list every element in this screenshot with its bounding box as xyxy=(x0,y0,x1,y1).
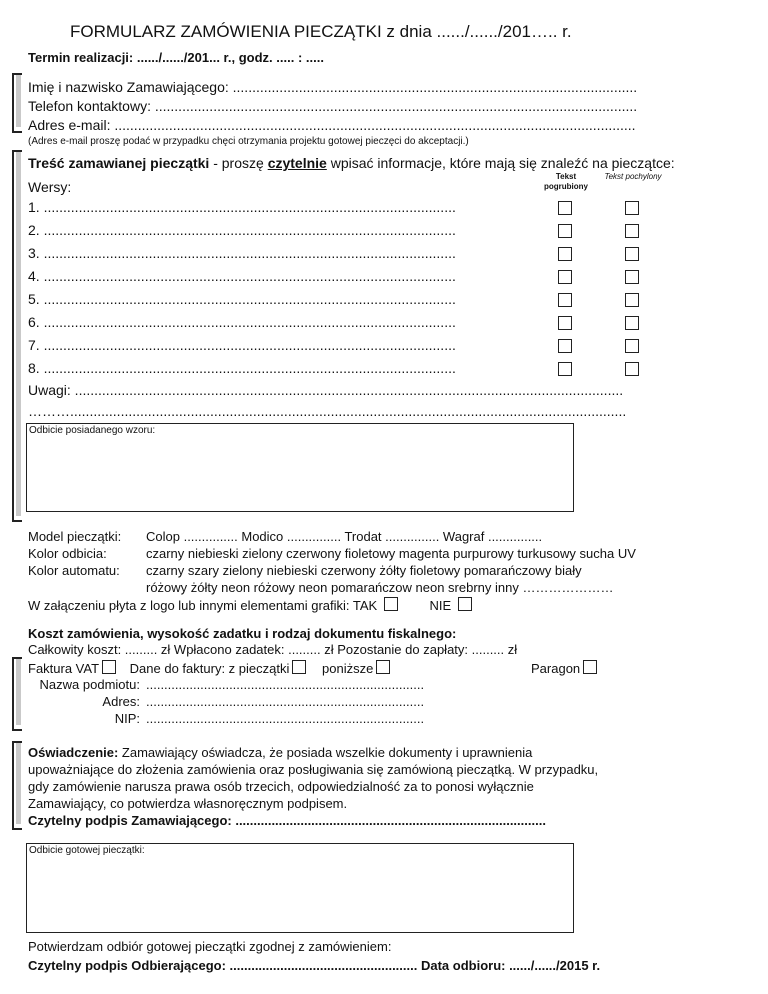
attachment-text: W załączeniu płyta z logo lub innymi elementami grafiki: TAK xyxy=(28,598,378,613)
address-field[interactable]: ............................................................................. xyxy=(146,694,425,709)
content-heading-end: wpisać informacje, które mają się znaleźć na pieczątce: xyxy=(326,155,675,171)
content-line[interactable]: 7. .......................................................................................................... xyxy=(28,337,456,353)
statement-text-2: upoważniające do złożenia zamówienia oraz posługiwania się zamówioną pieczątką. W przypadku, xyxy=(28,762,599,777)
ink-options[interactable]: czarny niebieski zielony czerwony fioletowy magenta purpurowy turkusowy sucha UV xyxy=(146,546,636,561)
invoice-data-label: Dane do faktury: z pieczątki xyxy=(129,661,290,676)
cost-line[interactable]: Całkowity koszt: ......... zł Wpłacono zadatek: ......... zł Pozostanie do zapłaty: ......... zł xyxy=(28,642,518,657)
italic-checkbox[interactable] xyxy=(625,293,639,307)
italic-checkbox[interactable] xyxy=(625,224,639,238)
bold-checkbox[interactable] xyxy=(558,247,572,261)
remarks-field-2[interactable]: ………............................................................................................................................................... xyxy=(28,403,627,419)
ink-label: Kolor odbicia: xyxy=(28,546,107,561)
name-field[interactable]: Imię i nazwisko Zamawiającego: ........................................................................................................ xyxy=(28,79,638,95)
below-checkbox[interactable] xyxy=(376,660,390,674)
bold-checkbox[interactable] xyxy=(558,270,572,284)
entity-field[interactable]: ............................................................................. xyxy=(146,677,425,692)
entity-label: Nazwa podmiotu: xyxy=(39,677,140,692)
body-color-options[interactable]: czarny szary zielony niebieski czerwony żółty fioletowy pomarańczowy biały xyxy=(146,563,582,578)
attach-no-label: NIE xyxy=(429,598,452,613)
receiver-signature-field[interactable]: Czytelny podpis Odbierającego: .................................................... Data odbioru: ....../....../2015 r. xyxy=(28,958,601,973)
lines-label: Wersy: xyxy=(28,179,72,195)
content-line[interactable]: 8. .......................................................................................................... xyxy=(28,360,456,376)
vat-checkbox[interactable] xyxy=(102,660,116,674)
final-imprint-label: Odbicie gotowej pieczątki: xyxy=(29,845,145,856)
content-line[interactable]: 5. .......................................................................................................... xyxy=(28,291,456,307)
italic-checkbox[interactable] xyxy=(625,316,639,330)
statement-text-1: Zamawiający oświadcza, że posiada wszelkie dokumenty i uprawnienia xyxy=(118,745,533,760)
receipt-checkbox[interactable] xyxy=(583,660,597,674)
bold-checkbox[interactable] xyxy=(558,362,572,376)
col-italic-header: Tekst pochylony xyxy=(604,172,662,181)
content-heading-bold: Treść zamawianej pieczątki xyxy=(28,155,210,171)
attach-yes-checkbox[interactable] xyxy=(384,597,398,611)
nip-label: NIP: xyxy=(114,711,140,726)
content-line[interactable]: 2. .......................................................................................................... xyxy=(28,222,456,238)
bold-checkbox[interactable] xyxy=(558,316,572,330)
from-stamp-checkbox[interactable] xyxy=(292,660,306,674)
content-line[interactable]: 6. .......................................................................................................... xyxy=(28,314,456,330)
italic-checkbox[interactable] xyxy=(625,339,639,353)
receipt-label: Paragon xyxy=(531,661,581,676)
email-note: (Adres e-mail proszę podać w przypadku chęci otrzymania projektu gotowej pieczęci do akceptacji.) xyxy=(28,136,469,147)
page-title: FORMULARZ ZAMÓWIENIA PIECZĄTKI z dnia ....../....../201….. r. xyxy=(70,22,572,41)
body-color-label: Kolor automatu: xyxy=(28,563,120,578)
section-bar xyxy=(16,659,21,725)
cost-heading: Koszt zamówienia, wysokość zadatku i rodzaj dokumentu fiskalnego: xyxy=(28,626,457,641)
section-bar xyxy=(16,75,21,127)
content-line[interactable]: 4. .......................................................................................................... xyxy=(28,268,456,284)
bold-checkbox[interactable] xyxy=(558,293,572,307)
confirm-text: Potwierdzam odbiór gotowej pieczątki zgodnej z zamówieniem: xyxy=(28,939,392,954)
remarks-field[interactable]: Uwagi: ............................................................................................................................................. xyxy=(28,382,624,398)
email-field[interactable]: Adres e-mail: ...................................................................................................................................... xyxy=(28,117,636,133)
phone-field[interactable]: Telefon kontaktowy: ............................................................................................................................ xyxy=(28,98,638,114)
fiscal-options xyxy=(28,660,390,676)
receipt-option xyxy=(531,660,597,676)
italic-checkbox[interactable] xyxy=(625,247,639,261)
deadline-line[interactable]: Termin realizacji: ....../....../201... r., godz. ..... : ..... xyxy=(28,50,324,65)
content-line[interactable]: 3. .......................................................................................................... xyxy=(28,245,456,261)
statement-line-1 xyxy=(28,745,532,760)
nip-field[interactable]: ............................................................................. xyxy=(146,711,425,726)
italic-checkbox[interactable] xyxy=(625,362,639,376)
bold-checkbox[interactable] xyxy=(558,224,572,238)
italic-checkbox[interactable] xyxy=(625,270,639,284)
existing-imprint-label: Odbicie posiadanego wzoru: xyxy=(29,425,156,436)
statement-text-4: Zamawiający, co potwierdza własnoręcznym podpisem. xyxy=(28,796,348,811)
section-bar xyxy=(16,743,21,824)
attachment-line xyxy=(28,597,472,613)
statement-text-3: gdy zamówienie narusza prawa osób trzecich, odpowiedzialność za to ponosi wyłącznie xyxy=(28,779,534,794)
italic-checkbox[interactable] xyxy=(625,201,639,215)
model-options[interactable]: Colop ............... Modico ............... Trodat ............... Wagraf ............... xyxy=(146,529,543,544)
client-signature-field[interactable]: Czytelny podpis Zamawiającego: ...................................................................................... xyxy=(28,813,546,828)
content-line[interactable]: 1. .......................................................................................................... xyxy=(28,199,456,215)
statement-label: Oświadczenie: xyxy=(28,745,119,760)
bold-checkbox[interactable] xyxy=(558,339,572,353)
vat-label: Faktura VAT xyxy=(28,661,100,676)
content-heading-mid: - proszę xyxy=(209,155,268,171)
attach-no-checkbox[interactable] xyxy=(458,597,472,611)
section-bar xyxy=(16,152,21,516)
below-label: poniższe xyxy=(322,661,374,676)
final-imprint-box[interactable] xyxy=(26,843,574,933)
content-heading-underlined: czytelnie xyxy=(267,155,327,171)
body-color-options-2[interactable]: różowy żółty neon różowy neon pomarańczow neon srebrny inny ………………… xyxy=(146,580,614,595)
col-bold-header: Tekst pogrubiony xyxy=(544,172,588,191)
model-label: Model pieczątki: xyxy=(28,529,122,544)
bold-checkbox[interactable] xyxy=(558,201,572,215)
content-heading xyxy=(28,155,675,171)
address-label: Adres: xyxy=(102,694,140,709)
existing-imprint-box[interactable] xyxy=(26,423,574,512)
